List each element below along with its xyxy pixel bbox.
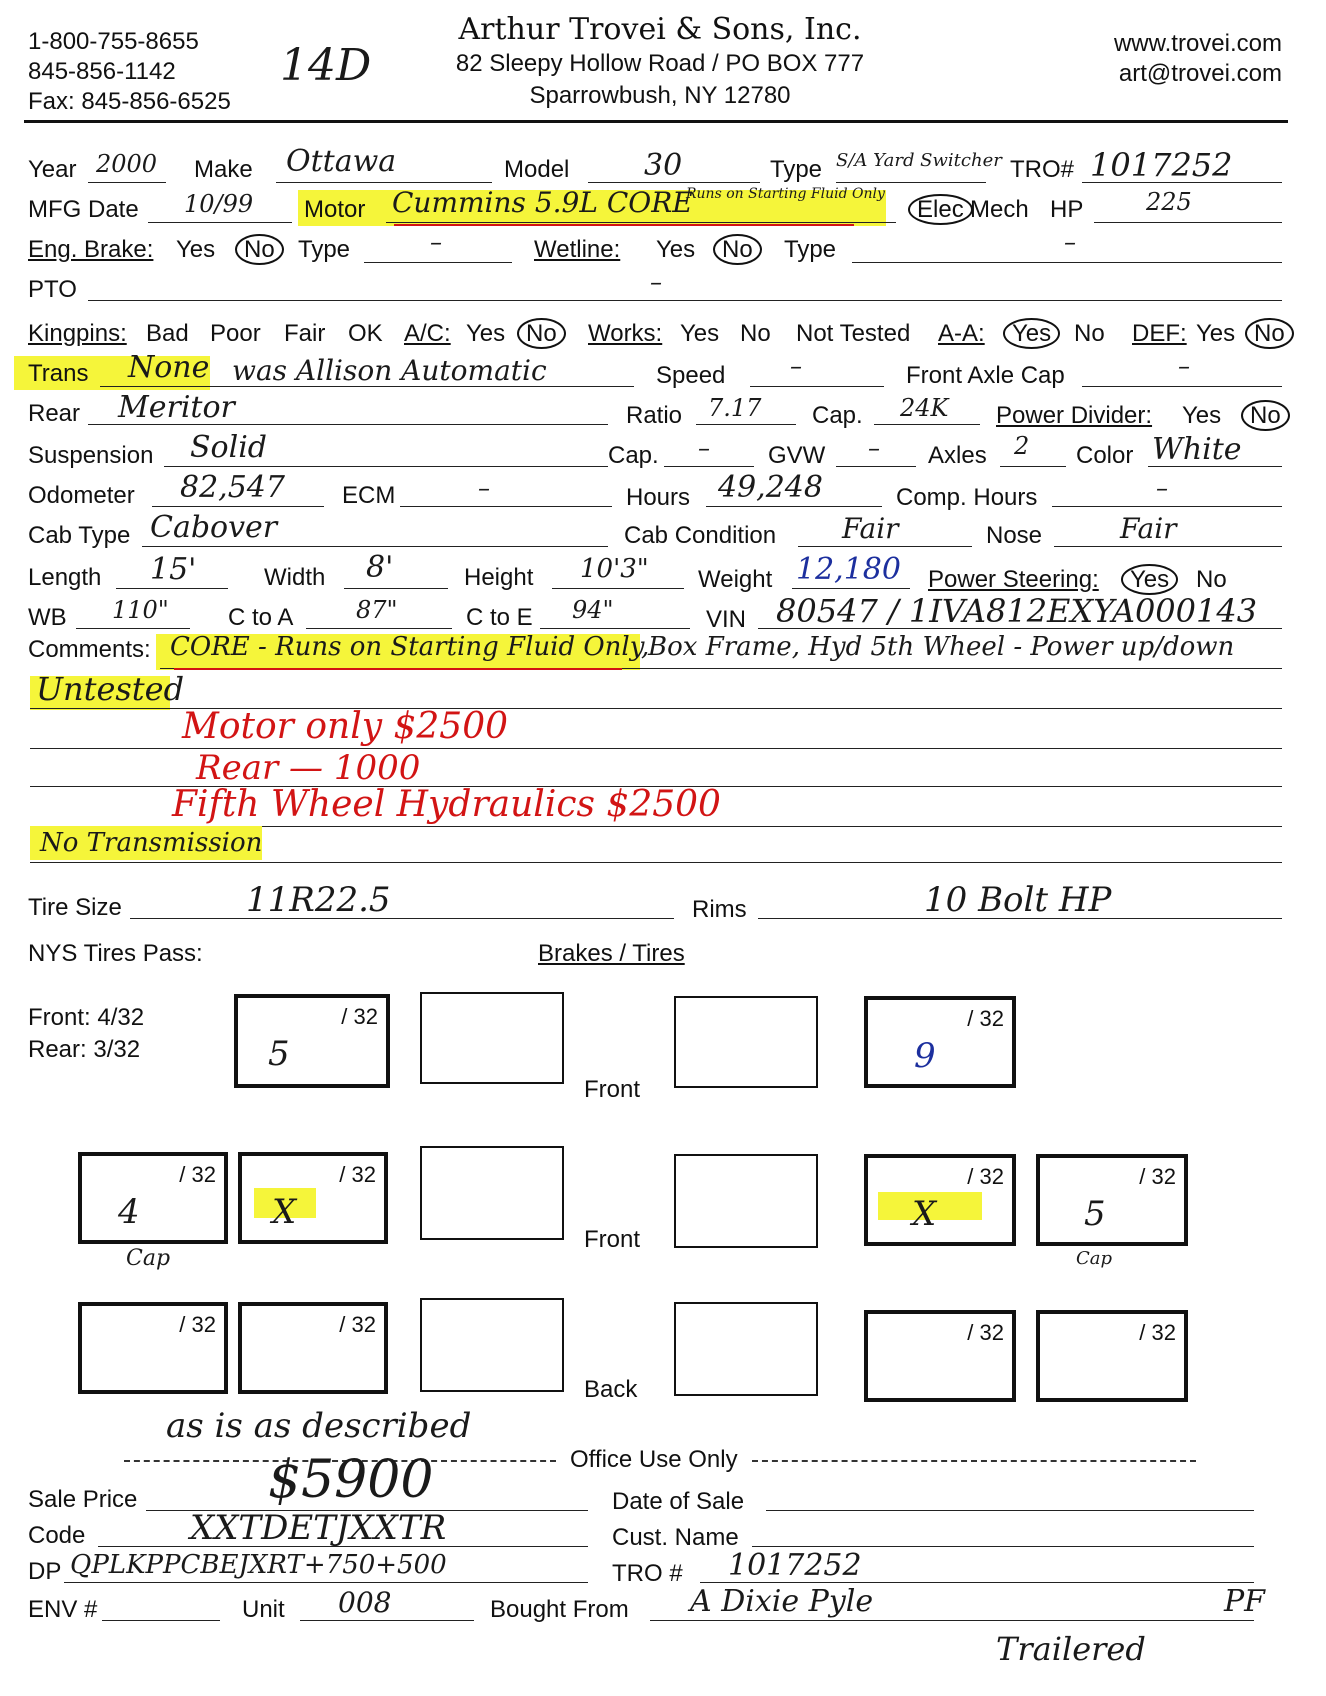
front-axle-cap-value: – <box>1178 352 1190 380</box>
height-label: Height <box>464 564 534 591</box>
power-steering-no: No <box>1196 566 1227 593</box>
comments-line-1: CORE - Runs on Starting Fluid Only, <box>170 632 650 662</box>
tire-unit: / 32 <box>339 1162 376 1187</box>
type-value: S/A Yard Switcher <box>836 150 1002 171</box>
gvw-cap-value: – <box>698 434 710 462</box>
brake-box-mid-left[interactable] <box>420 1146 564 1240</box>
hours-label: Hours <box>626 484 691 511</box>
length-value: 15' <box>150 552 197 587</box>
tire-unit: / 32 <box>339 1312 376 1337</box>
ecm-value: – <box>478 474 490 502</box>
bought-from-label: Bought From <box>490 1596 629 1623</box>
unit-label: Unit <box>242 1596 285 1623</box>
power-divider-no: No <box>1250 402 1290 430</box>
make-value: Ottawa <box>286 144 397 179</box>
cap-note-left: Cap <box>126 1246 171 1271</box>
tire-value: 5 <box>268 1034 290 1074</box>
fax-number: Fax: 845-856-6525 <box>28 88 231 115</box>
rear-requirement: Rear: 3/32 <box>28 1036 141 1063</box>
brakes-tires-label: Brakes / Tires <box>538 940 685 967</box>
tire-unit: / 32 <box>341 1004 378 1029</box>
rims-label: Rims <box>692 896 747 923</box>
works-yes: Yes <box>680 320 720 347</box>
eng-brake-no: No <box>244 236 284 264</box>
kingpins-poor: Poor <box>210 320 261 347</box>
tire-box-front-right[interactable] <box>864 996 1016 1088</box>
trans-label: Trans <box>28 360 89 387</box>
comments-line-3: Motor only $2500 <box>182 706 509 747</box>
ratio-label: Ratio <box>626 402 683 429</box>
width-label: Width <box>264 564 326 591</box>
wb-value: 110" <box>112 596 169 624</box>
unit-value: 008 <box>338 1586 392 1619</box>
tire-box-front-left[interactable] <box>234 994 390 1088</box>
works-not-tested: Not Tested <box>796 320 911 347</box>
tire-box-mid-1[interactable] <box>78 1152 228 1244</box>
c-to-e-value: 94" <box>572 596 614 624</box>
tro-label: TRO# <box>1010 156 1075 183</box>
speed-label: Speed <box>656 362 726 389</box>
year-value: 2000 <box>96 150 158 178</box>
rear-cap-value: 24K <box>900 394 949 422</box>
hp-label: HP <box>1050 196 1084 223</box>
cust-name-label: Cust. Name <box>612 1524 739 1551</box>
office-divider-right <box>752 1460 1196 1462</box>
tire-unit: / 32 <box>1139 1164 1176 1189</box>
comments-red-underline <box>174 668 622 670</box>
tire-box-mid-3[interactable] <box>864 1154 1016 1246</box>
tire-box-mid-2[interactable] <box>238 1152 388 1244</box>
sale-price-value: $5900 <box>268 1450 434 1510</box>
front-label-2: Front <box>584 1226 641 1253</box>
dp-value: QPLKPPCBEJXRT+750+500 <box>70 1550 447 1580</box>
color-label: Color <box>1076 442 1134 469</box>
brake-box-mid-right[interactable] <box>674 1154 818 1248</box>
phone-1: 1-800-755-8655 <box>28 28 199 55</box>
tire-unit: / 32 <box>179 1312 216 1337</box>
tire-box-rear-1[interactable] <box>78 1302 228 1394</box>
back-label: Back <box>584 1376 638 1403</box>
wetline-no: No <box>722 236 762 264</box>
tire-box-rear-3[interactable] <box>864 1310 1016 1402</box>
weight-value: 12,180 <box>796 552 901 587</box>
gvw-value: – <box>868 434 880 462</box>
color-value: White <box>1152 432 1242 467</box>
front-requirement: Front: 4/32 <box>28 1004 145 1031</box>
tire-box-rear-2[interactable] <box>238 1302 388 1394</box>
def-no: No <box>1254 320 1294 348</box>
c-to-a-value: 87" <box>356 596 398 624</box>
motor-label: Motor <box>304 196 366 223</box>
comments-line-5: Fifth Wheel Hydraulics $2500 <box>172 784 721 825</box>
odometer-value: 82,547 <box>180 470 285 505</box>
motor-red-underline <box>394 224 854 226</box>
tire-unit: / 32 <box>1139 1320 1176 1345</box>
rear-value: Meritor <box>118 390 235 425</box>
comments-line-1b: Box Frame, Hyd 5th Wheel - Power up/down <box>648 632 1235 662</box>
stock-note: 14D <box>280 40 372 91</box>
axles-label: Axles <box>928 442 987 469</box>
wb-label: WB <box>28 604 67 631</box>
comp-hours-value: – <box>1156 474 1168 502</box>
c-to-e-label: C to E <box>466 604 533 631</box>
vin-label: VIN <box>706 606 747 633</box>
mfg-date-value: 10/99 <box>184 190 254 218</box>
rear-label: Rear <box>28 400 81 427</box>
brake-box-front-right[interactable] <box>674 996 818 1088</box>
works-label: Works: <box>588 320 663 347</box>
nose-value: Fair <box>1120 512 1177 545</box>
speed-value: – <box>790 352 802 380</box>
front-axle-cap-label: Front Axle Cap <box>906 362 1065 389</box>
def-label: DEF: <box>1132 320 1187 347</box>
tire-value: 4 <box>118 1192 140 1232</box>
office-tro-label: TRO # <box>612 1560 683 1587</box>
weight-label: Weight <box>698 566 773 593</box>
motor-value: Cummins 5.9L CORE <box>392 186 693 219</box>
hours-value: 49,248 <box>718 470 823 505</box>
kingpins-fair: Fair <box>284 320 326 347</box>
tire-value: 5 <box>1084 1194 1106 1234</box>
code-value: XXTDETJXXTR <box>190 1508 447 1548</box>
gvw-label: GVW <box>768 442 826 469</box>
model-label: Model <box>504 156 570 183</box>
def-yes: Yes <box>1196 320 1236 347</box>
wetline-yes: Yes <box>656 236 696 263</box>
eng-brake-label: Eng. Brake: <box>28 236 154 263</box>
trans-note: was Allison Automatic <box>232 354 547 387</box>
code-label: Code <box>28 1522 86 1549</box>
power-divider-label: Power Divider: <box>996 402 1153 429</box>
front-label-1: Front <box>584 1076 641 1103</box>
address-line-1: 82 Sleepy Hollow Road / PO BOX 777 <box>455 50 865 77</box>
brake-box-rear-left[interactable] <box>420 1298 564 1392</box>
tire-box-rear-4[interactable] <box>1036 1310 1188 1402</box>
office-tro-value: 1017252 <box>728 1548 862 1583</box>
trailered-note: Trailered <box>996 1630 1146 1668</box>
bought-from-value: A Dixie Pyle <box>690 1584 874 1619</box>
vin-value: 80547 / 1IVA812EXYA000143 <box>776 592 1258 630</box>
eng-brake-type-label: Type <box>298 236 351 263</box>
rear-cap-label: Cap. <box>812 402 863 429</box>
tire-value: 9 <box>914 1036 936 1076</box>
ac-no: No <box>526 320 566 348</box>
suspension-value: Solid <box>190 430 268 465</box>
mech-option: Mech <box>970 196 1029 223</box>
sale-price-label: Sale Price <box>28 1486 138 1513</box>
tire-unit: / 32 <box>967 1006 1004 1031</box>
tire-unit: / 32 <box>179 1162 216 1187</box>
length-label: Length <box>28 564 102 591</box>
phone-2: 845-856-1142 <box>28 58 176 85</box>
type-label: Type <box>770 156 823 183</box>
cab-condition-label: Cab Condition <box>624 522 777 549</box>
suspension-label: Suspension <box>28 442 154 469</box>
wetline-label: Wetline: <box>534 236 621 263</box>
year-label: Year <box>28 156 77 183</box>
make-label: Make <box>194 156 253 183</box>
ac-yes: Yes <box>466 320 506 347</box>
pto-label: PTO <box>28 276 77 303</box>
model-value: 30 <box>644 148 683 183</box>
env-label: ENV # <box>28 1596 98 1623</box>
mfg-date-label: MFG Date <box>28 196 139 223</box>
kingpins-ok: OK <box>348 320 383 347</box>
motor-note: Runs on Starting Fluid Only <box>686 186 885 202</box>
aa-yes: Yes <box>1012 320 1060 348</box>
date-of-sale-label: Date of Sale <box>612 1488 745 1515</box>
tro-value: 1017252 <box>1090 146 1233 184</box>
elec-option: Elec <box>908 196 973 224</box>
width-value: 8' <box>366 550 394 585</box>
office-use-label: Office Use Only <box>570 1446 738 1473</box>
gvw-cap-label: Cap. <box>608 442 659 469</box>
trans-value: None <box>128 350 210 385</box>
eng-brake-yes: Yes <box>176 236 216 263</box>
pto-value: – <box>650 268 662 296</box>
hp-value: 225 <box>1146 188 1192 216</box>
address-line-2: Sparrowbush, NY 12780 <box>529 82 791 109</box>
kingpins-label: Kingpins: <box>28 320 127 347</box>
tire-value: X <box>912 1194 937 1234</box>
cap-note-right: Cap <box>1076 1248 1113 1269</box>
tire-value: X <box>272 1192 297 1232</box>
tire-size-value: 11R22.5 <box>246 880 391 920</box>
tire-size-label: Tire Size <box>28 894 122 921</box>
odometer-label: Odometer <box>28 482 135 509</box>
cab-condition-value: Fair <box>842 512 899 545</box>
rims-value: 10 Bolt HP <box>924 880 1112 920</box>
as-is-note: as is as described <box>166 1406 472 1446</box>
power-steering-yes: Yes <box>1130 566 1178 594</box>
cab-type-label: Cab Type <box>28 522 131 549</box>
nose-label: Nose <box>986 522 1043 549</box>
eng-brake-type-value: – <box>430 228 442 256</box>
brake-box-front-left[interactable] <box>420 992 564 1084</box>
email[interactable]: art@trovei.com <box>1118 60 1282 87</box>
comments-line-2: Untested <box>36 670 185 708</box>
c-to-a-label: C to A <box>228 604 294 631</box>
height-value: 10'3" <box>580 554 649 584</box>
dp-label: DP <box>28 1558 62 1585</box>
aa-label: A-A: <box>938 320 985 347</box>
aa-no: No <box>1074 320 1105 347</box>
cab-type-value: Cabover <box>150 510 278 545</box>
ecm-label: ECM <box>342 482 396 509</box>
kingpins-bad: Bad <box>146 320 189 347</box>
comments-label: Comments: <box>28 636 151 663</box>
power-steering-label: Power Steering: <box>928 566 1099 593</box>
comments-line-4: Rear — 1000 <box>196 748 421 788</box>
power-divider-yes: Yes <box>1182 402 1222 429</box>
tire-unit: / 32 <box>967 1164 1004 1189</box>
header-divider <box>24 120 1288 123</box>
initials: PF <box>1224 1584 1266 1619</box>
wetline-type-value: – <box>1064 228 1076 256</box>
tire-box-mid-4[interactable] <box>1036 1154 1188 1246</box>
website[interactable]: www.trovei.com <box>1113 30 1282 57</box>
comments-line-6: No Transmission <box>40 828 263 858</box>
axles-value: 2 <box>1014 432 1030 460</box>
comp-hours-label: Comp. Hours <box>896 484 1038 511</box>
ratio-value: 7.17 <box>708 394 762 422</box>
brake-box-rear-right[interactable] <box>674 1302 818 1396</box>
works-no: No <box>740 320 771 347</box>
company-name: Arthur Trovei & Sons, Inc. <box>458 12 862 47</box>
ac-label: A/C: <box>404 320 451 347</box>
tire-unit: / 32 <box>967 1320 1004 1345</box>
wetline-type-label: Type <box>784 236 837 263</box>
nys-tires-pass-label: NYS Tires Pass: <box>28 940 203 967</box>
